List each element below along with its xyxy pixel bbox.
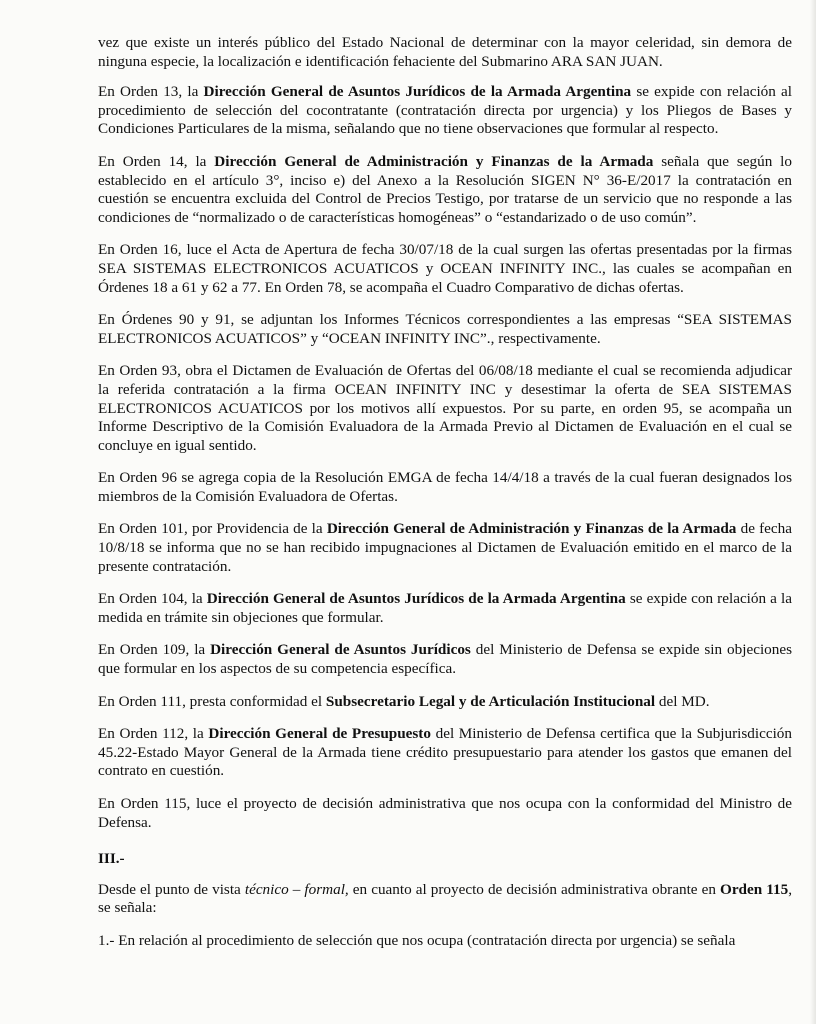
text-run: , se señala: — [98, 880, 792, 917]
document-body — [98, 34, 792, 965]
italic-text: técnico – formal, — [244, 880, 349, 898]
text-run: vez que existe un interés público del Estado Nacional de determinar con la mayor celeridad, sin demora de ninguna especie, la localización e identificación fehaciente del Submarino ARA SAN JUAN. — [98, 34, 792, 70]
paragraph — [98, 881, 792, 918]
bold-text: Dirección General de Asuntos Jurídicos de la Armada Argentina — [203, 83, 632, 101]
bold-text: Dirección General de Asuntos Jurídicos — [210, 641, 471, 659]
text-run: se expide con relación al procedimiento de selección del cocontratante (contratación directa por urgencia) y los Pliegos de Bases y Condiciones Particulares de la misma, señalando que no tiene observaciones que formular al respecto. — [98, 83, 792, 138]
text-run: del Ministerio de Defensa certifica que la Subjurisdicción 45.22-Estado Mayor General de la Armada tiene crédito presupuestario para atender los gastos que emanen del contrato en cuestión. — [98, 725, 792, 780]
text-run: En Orden 96 se agrega copia de la Resolución EMGA de fecha 14/4/18 a través de la cual fueran designados los miembros de la Comisión Evaluadora de Ofertas. — [98, 469, 792, 505]
bold-text: Dirección General de Asuntos Jurídicos de la Armada Argentina — [206, 590, 626, 608]
text-run: del Ministerio de Defensa se expide sin objeciones que formular en los aspectos de su competencia específica. — [98, 641, 792, 678]
paragraph — [98, 469, 792, 506]
text-run: En Orden 13, la — [98, 83, 204, 101]
text-run: En Orden 112, la — [98, 725, 209, 743]
paragraph — [98, 311, 792, 348]
section-intro — [98, 881, 792, 918]
paragraph — [98, 34, 792, 71]
text-run: de fecha 10/8/18 se informa que no se han recibido impugnaciones al Dictamen de Evaluación emitido en el marco de la presente contratación. — [98, 520, 793, 575]
text-run: del MD. — [655, 692, 710, 710]
bold-text: Orden 115 — [720, 880, 789, 898]
paragraph — [98, 725, 792, 781]
paragraph — [98, 590, 792, 627]
text-run: En Órdenes 90 y 91, se adjuntan los Informes Técnicos correspondientes a las empresas “SEA SISTEMAS ELECTRONICOS ACUATICOS” y “OCEAN INFINITY INC”., respectivamente. — [98, 311, 792, 347]
bold-text: Subsecretario Legal y de Articulación Institucional — [325, 692, 656, 710]
paragraph — [98, 153, 792, 227]
paragraph-list — [98, 34, 792, 832]
paragraph — [98, 241, 792, 297]
bold-text: Dirección General de Administración y Finanzas de la Armada — [326, 520, 737, 538]
paragraph — [98, 520, 792, 576]
section-heading: III.- — [98, 850, 125, 868]
page-edge-shadow — [810, 0, 816, 1024]
paragraph — [98, 795, 792, 832]
text-run: En Orden 93, obra el Dictamen de Evaluación de Ofertas del 06/08/18 mediante el cual se recomienda adjudicar la referida contratación a la firma OCEAN INFINITY INC y desestimar la oferta de SEA SISTEMAS ELECTRONICOS ACUATICOS por los motivos allí expuestos. Por su parte, en orden 95, se acompaña un Informe Descriptivo de la Comisión Evaluadora de la Armada Previo al Dictamen de Evaluación en el cual se concluye en igual sentido. — [98, 362, 792, 454]
text-run: En Orden 14, la — [98, 152, 215, 170]
text-run: En Orden 101, por Providencia de la — [98, 520, 327, 538]
text-run: En Orden 109, la — [98, 641, 211, 659]
bold-text: Dirección General de Presupuesto — [208, 725, 431, 743]
text-run: En Orden 115, luce el proyecto de decisión administrativa que nos ocupa con la conformidad del Ministro de Defensa. — [98, 795, 792, 831]
text-run: Desde el punto de vista — [98, 880, 245, 898]
paragraph — [98, 83, 792, 139]
text-run: en cuanto al proyecto de decisión administrativa obrante en — [348, 880, 720, 898]
paragraph — [98, 641, 792, 678]
paragraph — [98, 362, 792, 455]
text-run: En Orden 111, presta conformidad el — [98, 692, 326, 710]
numbered-item-start: 1.- En relación al procedimiento de selección que nos ocupa (contratación directa por urgencia) se señala — [98, 931, 736, 949]
text-run: se expide con relación a la medida en trámite sin objeciones que formular. — [98, 590, 792, 626]
bold-text: Dirección General de Administración y Finanzas de la Armada — [214, 152, 654, 170]
text-run: En Orden 104, la — [98, 590, 207, 608]
text-run: En Orden 16, luce el Acta de Apertura de fecha 30/07/18 de la cual surgen las ofertas presentadas por la firmas SEA SISTEMAS ELECTRONICOS ACUATICOS y OCEAN INFINITY INC., las cuales se acompañan en Órdenes 18 a 61 y 62 a 77. En Orden 78, se acompaña el Cuadro Comparativo de dichas ofertas. — [98, 241, 792, 296]
paragraph — [98, 693, 792, 712]
text-run: señala que según lo establecido en el artículo 3°, inciso e) del Anexo a la Resolución SIGEN N° 36-E/2017 la contratación en cuestión se encuentra excluida del Control de Precios Testigo, por tratarse de un servicio que no responde a las condiciones de “normalizado o de características homogéneas” o “estandarizado o de uso común”. — [98, 152, 792, 226]
